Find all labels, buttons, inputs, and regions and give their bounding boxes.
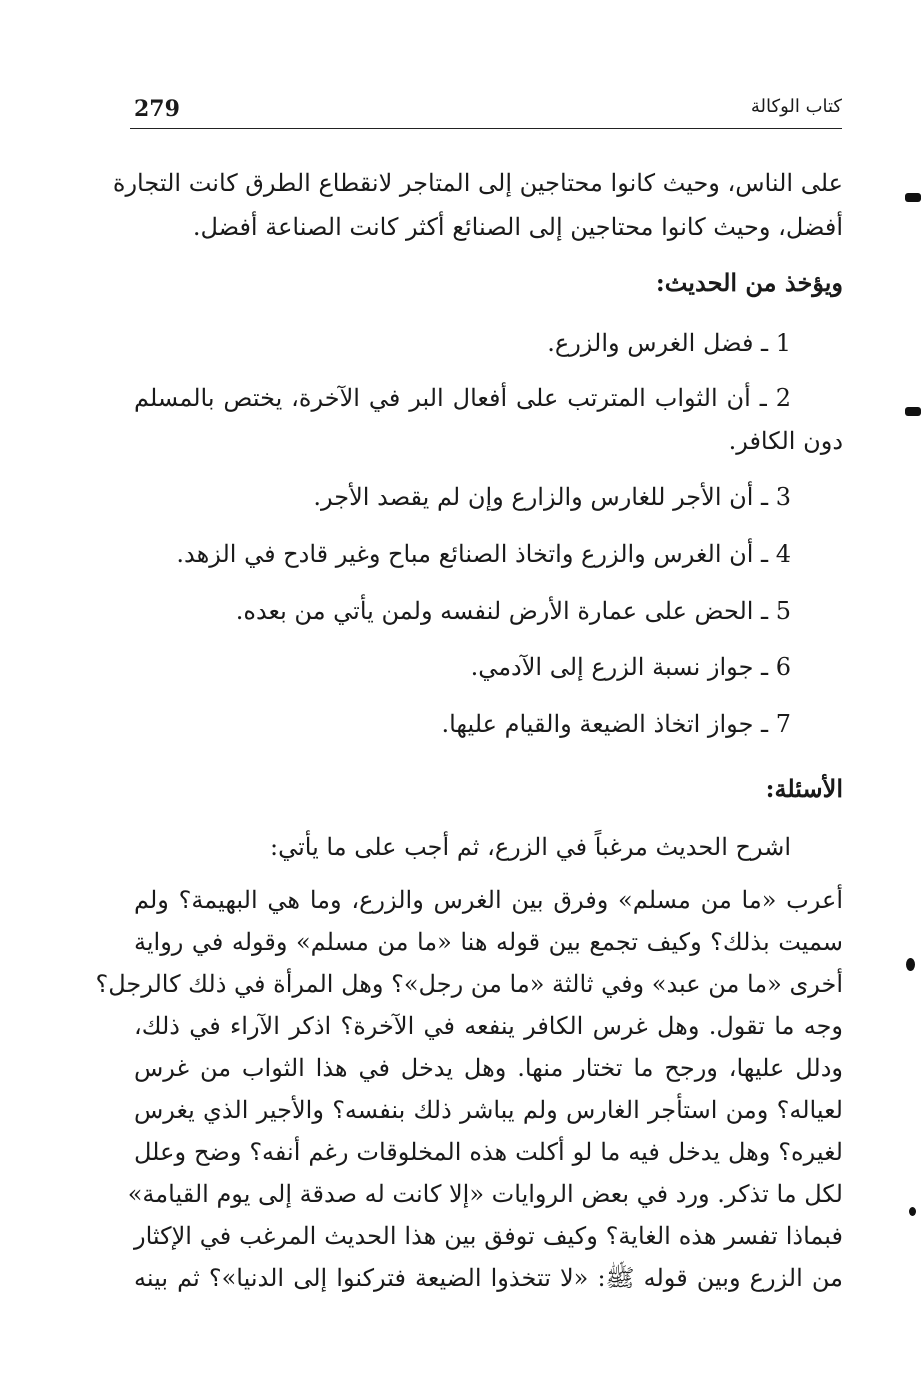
questions-line: أخرى «ما من عبد» وفي ثالثة «ما من رجل»؟ وهل المرأة في ذلك كالرجل؟: [95, 970, 843, 998]
lessons-heading: ويؤخذ من الحديث:: [655, 268, 843, 297]
margin-mark: [905, 407, 921, 416]
page-number: 279: [134, 96, 180, 122]
questions-line: وجه ما تقول. وهل غرس الكافر ينفعه في الآخرة؟ اذكر الآراء في ذلك،: [134, 1012, 843, 1040]
lesson-item-1: 1 ـ فضل الغرس والزرع.: [547, 329, 791, 357]
lesson-item-2: 2 ـ أن الثواب المترتب على أفعال البر في الآخرة، يختص بالمسلم: [134, 384, 791, 412]
page-header: [130, 92, 842, 129]
paragraph-line: على الناس، وحيث كانوا محتاجين إلى المتاجر لانقطاع الطرق كانت التجارة: [112, 169, 843, 197]
lesson-item-3: 3 ـ أن الأجر للغارس والزارع وإن لم يقصد الأجر.: [313, 483, 791, 511]
margin-mark: [906, 958, 915, 971]
margin-mark: [909, 1207, 916, 1216]
questions-heading: الأسئلة:: [765, 774, 843, 803]
margin-mark: [905, 193, 921, 202]
lesson-item-7: 7 ـ جواز اتخاذ الضيعة والقيام عليها.: [441, 710, 791, 738]
lesson-item-5: 5 ـ الحض على عمارة الأرض لنفسه ولمن يأتي من بعده.: [235, 597, 791, 625]
paragraph-line: أفضل، وحيث كانوا محتاجين إلى الصنائع أكثر كانت الصناعة أفضل.: [192, 213, 843, 241]
questions-line: فبماذا تفسر هذه الغاية؟ وكيف توفق بين هذا الحديث المرغب في الإكثار: [134, 1222, 843, 1250]
questions-line: من الزرع وبين قوله ﷺ: «لا تتخذوا الضيعة فتركنوا إلى الدنيا»؟ ثم بينه: [134, 1264, 843, 1292]
questions-intro: اشرح الحديث مرغباً في الزرع، ثم أجب على ما يأتي:: [270, 833, 791, 861]
questions-line: سميت بذلك؟ وكيف تجمع بين قوله هنا «ما من مسلم» وقوله في رواية: [134, 928, 843, 956]
questions-line: لعياله؟ ومن استأجر الغارس ولم يباشر ذلك بنفسه؟ والأجير الذي يغرس: [134, 1096, 843, 1124]
lesson-item-6: 6 ـ جواز نسبة الزرع إلى الآدمي.: [470, 653, 791, 681]
questions-line: لكل ما تذكر. ورد في بعض الروايات «إلا كانت له صدقة إلى يوم القيامة»: [127, 1180, 843, 1208]
questions-line: ودلل عليها، ورجح ما تختار منها. وهل يدخل في هذا الثواب من غرس: [134, 1054, 843, 1082]
book-title: كتاب الوكالة: [750, 96, 842, 117]
lesson-item-2-cont: دون الكافر.: [728, 427, 843, 455]
lesson-item-4: 4 ـ أن الغرس والزرع واتخاذ الصنائع مباح وغير قادح في الزهد.: [176, 540, 791, 568]
questions-line: أعرب «ما من مسلم» وفرق بين الغرس والزرع، وما هي البهيمة؟ ولم: [134, 886, 843, 914]
questions-line: لغيره؟ وهل يدخل فيه ما لو أكلت هذه المخلوقات رغم أنفه؟ وضح وعلل: [134, 1138, 843, 1166]
